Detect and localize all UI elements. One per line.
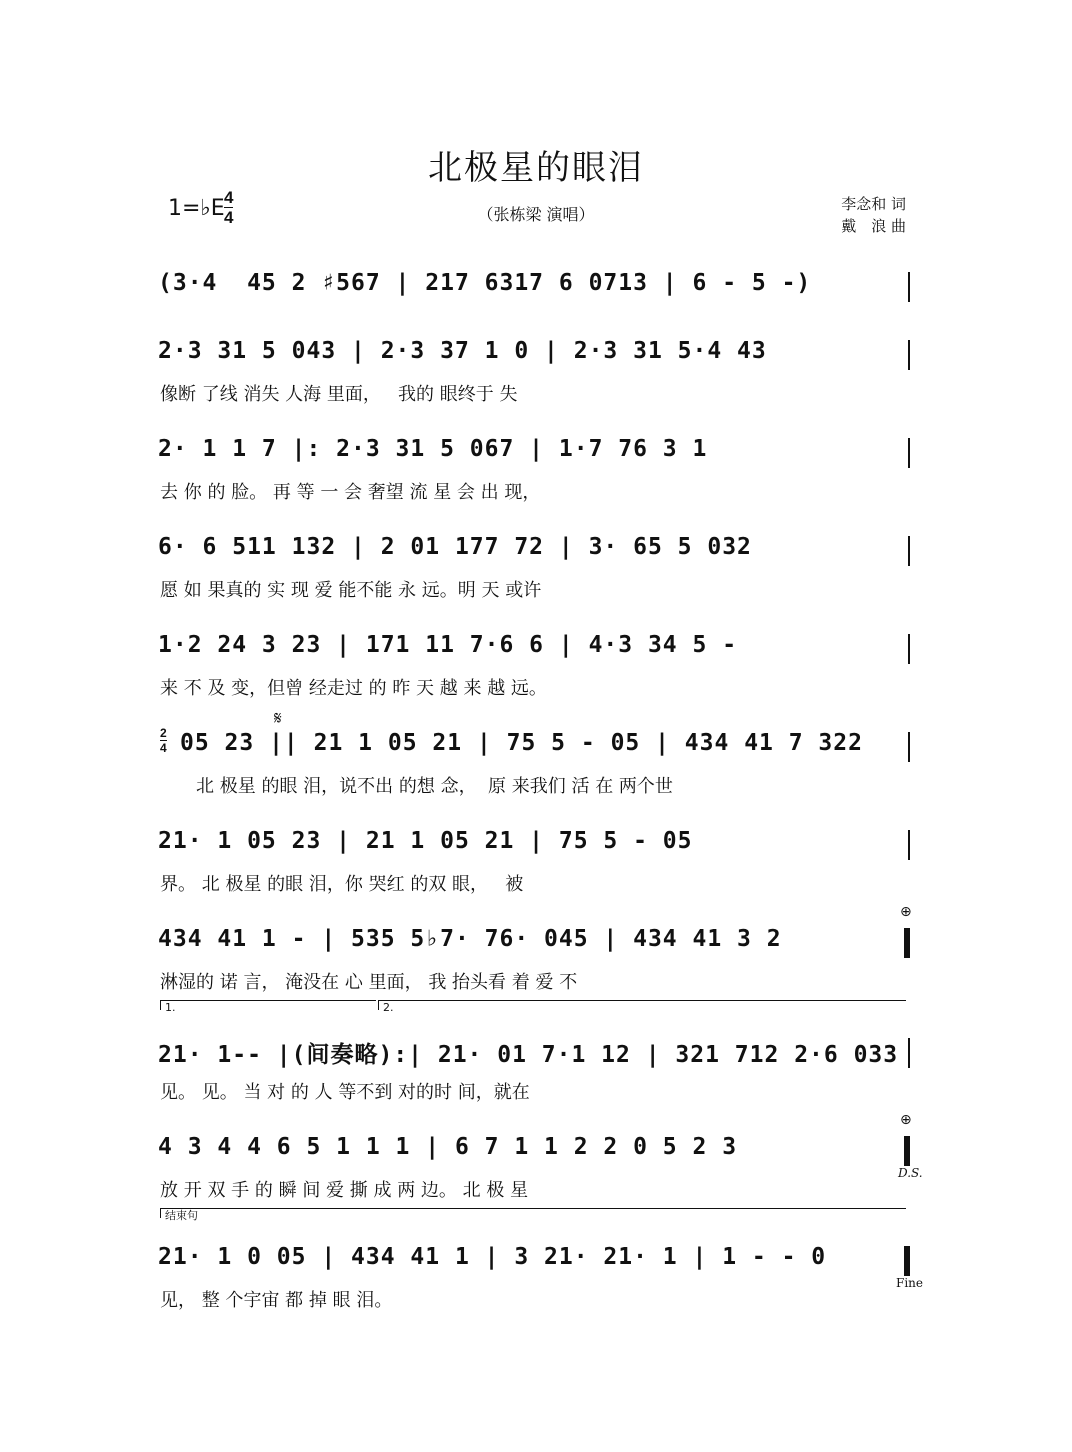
final-barline xyxy=(904,1246,910,1276)
barline xyxy=(908,634,910,664)
coda-sign: ⊕ xyxy=(900,904,912,920)
lyrics-row: 去 你 的 脸。 再 等 一 会 奢望 流 星 会 出 现， xyxy=(160,482,541,503)
coda-sign: ⊕ xyxy=(900,1112,912,1128)
lyrics-row: 界。 北 极星 的眼 泪，你 哭红 的双 眼， 被 xyxy=(160,874,524,895)
singer-credit: （张栋梁 演唱） xyxy=(477,205,595,224)
ending-bracket: 结束句 xyxy=(160,1208,906,1218)
lyrics-row: 北 极星 的眼 泪，说不出 的想 念， 原 来我们 活 在 两个世 xyxy=(196,776,673,797)
notation-row: 21· 1 0 05 | 434 41 1 | 3 21· 21· 1 | 1 - - 0 xyxy=(158,1244,827,1270)
time-denominator: 4 xyxy=(160,741,167,755)
notation-row: 05 23 || 21 1 05 21 | 75 5 - 05 | 434 41 7 322 xyxy=(180,730,863,756)
barline xyxy=(908,732,910,762)
notation-row: 1·2 24 3 23 | 171 11 7·6 6 | 4·3 34 5 - xyxy=(158,632,738,658)
lyrics-row: 见。 见。 当 对 的 人 等不到 对的时 间，就在 xyxy=(160,1082,530,1103)
segno-sign: 𝄋 xyxy=(274,708,282,729)
notation-row: 434 41 1 - | 535 5♭7· 76· 045 | 434 41 3 2 xyxy=(158,926,782,952)
notation-row: 2· 1 1 7 |: 2·3 31 5 067 | 1·7 76 3 1 xyxy=(158,436,708,462)
time-signature-change xyxy=(160,726,167,755)
time-denominator: 4 xyxy=(224,208,234,227)
time-numerator: 2 xyxy=(160,726,167,740)
key-signature: 1=♭E xyxy=(168,196,225,221)
notation-row: 6· 6 511 132 | 2 01 177 72 | 3· 65 5 032 xyxy=(158,534,752,560)
composer-credit: 戴 浪 曲 xyxy=(841,217,906,235)
author-credits xyxy=(841,193,906,237)
barline xyxy=(908,830,910,860)
barline xyxy=(908,272,910,302)
lyricist-credit: 李念和 词 xyxy=(841,195,906,213)
lyrics-row: 愿 如 果真的 实 现 爱 能不能 永 远。明 天 或许 xyxy=(160,580,542,601)
barline xyxy=(908,340,910,370)
double-barline xyxy=(904,928,910,958)
lyrics-row: 像断 了线 消失 人海 里面， 我的 眼终于 失 xyxy=(160,384,518,405)
lyrics-row: 放 开 双 手 的 瞬 间 爱 撕 成 两 边。 北 极 星 xyxy=(160,1180,529,1201)
notation-row: 21· 1 05 23 | 21 1 05 21 | 75 5 - 05 xyxy=(158,828,693,854)
lyrics-row: 来 不 及 变，但曾 经走过 的 昨 天 越 来 越 远。 xyxy=(160,678,547,699)
notation-row: 2·3 31 5 043 | 2·3 37 1 0 | 2·3 31 5·4 43 xyxy=(158,338,767,364)
notation-row: (3·4 45 2 ♯567 | 217 6317 6 0713 | 6 - 5 -) xyxy=(158,270,812,296)
song-title: 北极星的眼泪 xyxy=(428,148,644,188)
dal-segno-mark: D.S. xyxy=(898,1166,923,1180)
barline xyxy=(908,438,910,468)
notation-row: 21· 1-- |(间奏略):| 21· 01 7·1 12 | 321 712 2·6 033 xyxy=(158,1042,899,1068)
lyrics-row: 见， 整 个宇宙 都 掉 眼 泪。 xyxy=(160,1290,393,1311)
volta-1-bracket: 1. xyxy=(160,1000,376,1010)
barline xyxy=(908,1038,910,1068)
barline xyxy=(908,536,910,566)
fine-mark: Fine xyxy=(896,1276,923,1290)
notation-row: 4 3 4 4 6 5 1 1 1 | 6 7 1 1 2 2 0 5 2 3 xyxy=(158,1134,738,1160)
double-barline xyxy=(904,1136,910,1166)
volta-2-bracket: 2. xyxy=(378,1000,906,1010)
lyrics-row: 淋湿的 诺 言， 淹没在 心 里面， 我 抬头看 着 爱 不 xyxy=(160,972,578,993)
time-numerator: 4 xyxy=(224,188,234,207)
